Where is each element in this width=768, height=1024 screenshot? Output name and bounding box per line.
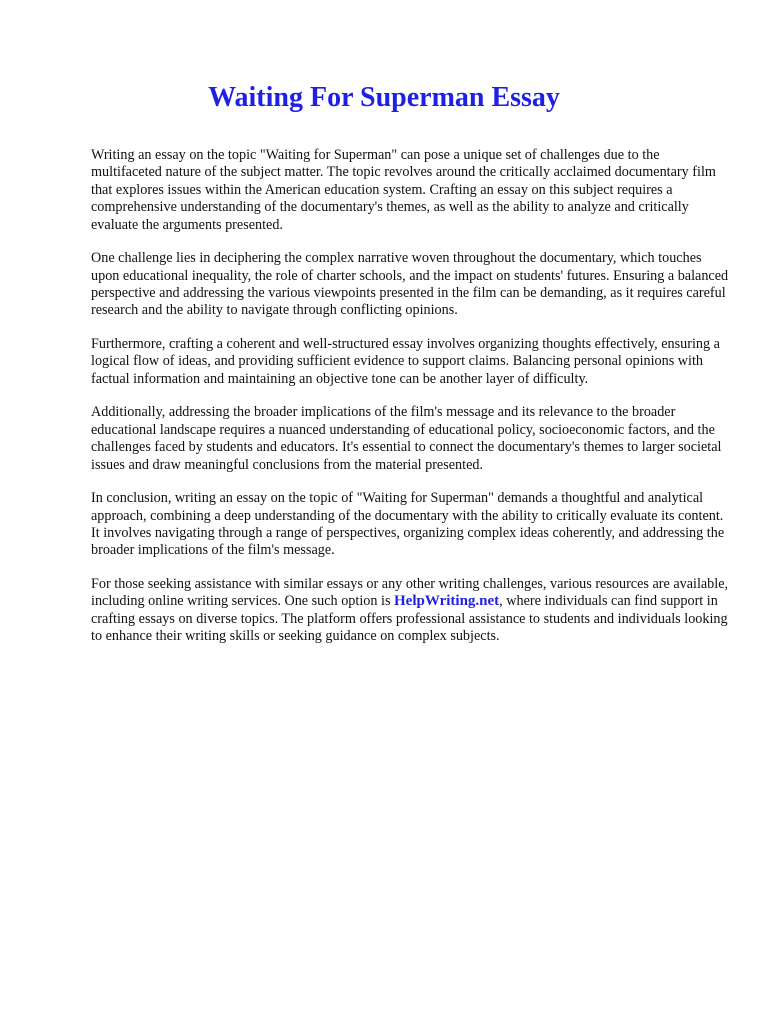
paragraph-1: Writing an essay on the topic "Waiting for Superman" can pose a unique set of challenges due to the multifaceted nature of the subject matter. The topic revolves around the critically acclaimed documentary film that explores issues within the American education system. Crafting an essay on this subject requires a comprehensive understanding of the documentary's themes, as well as the ability to analyze and critically evaluate the arguments presented. (91, 147, 716, 233)
page-title: Waiting For Superman Essay (208, 82, 560, 113)
paragraph-6-text-after-link: , where individuals can find support in crafting essays on diverse topics. The platform offers professional assistance to students and individuals looking to enhance their writing skills or seeking guidance on complex subjects. (91, 593, 728, 645)
paragraph-4: Additionally, addressing the broader implications of the film's message and its relevance to the broader educational landscape requires a nuanced understanding of educational policy, socioeconomic factors, and the challenges faced by students and educators. It's essential to connect the documentary's themes to larger societal issues and draw meaningful conclusions from the material presented. (91, 404, 722, 473)
paragraph-2: One challenge lies in deciphering the complex narrative woven throughout the documentary, which touches upon educational inequality, the role of charter schools, and the impact on students' futures. Ensuring a balanced perspective and addressing the various viewpoints presented in the film can be demanding, as it requires careful research and the ability to navigate through conflicting opinions. (91, 250, 729, 319)
paragraph-5: In conclusion, writing an essay on the topic of "Waiting for Superman" demands a thoughtful and analytical approach, combining a deep understanding of the documentary with the ability to critically evaluate its content. It involves navigating through a range of perspectives, organizing complex ideas coherently, and addressing the broader implications of the film's message. (91, 490, 725, 559)
paragraph-6 (91, 576, 729, 646)
helpwriting-link[interactable]: HelpWriting.net (394, 593, 500, 610)
paragraph-6-text-before-link: For those seeking assistance with similar essays or any other writing challenges, various resources are available, including online writing services. One such option is (91, 576, 729, 610)
paragraph-3: Furthermore, crafting a coherent and well-structured essay involves organizing thoughts effectively, ensuring a logical flow of ideas, and providing sufficient evidence to support claims. Balancing personal opinions with factual information and maintaining an objective tone can be another layer of difficulty. (91, 336, 720, 387)
essay-body (91, 147, 729, 662)
